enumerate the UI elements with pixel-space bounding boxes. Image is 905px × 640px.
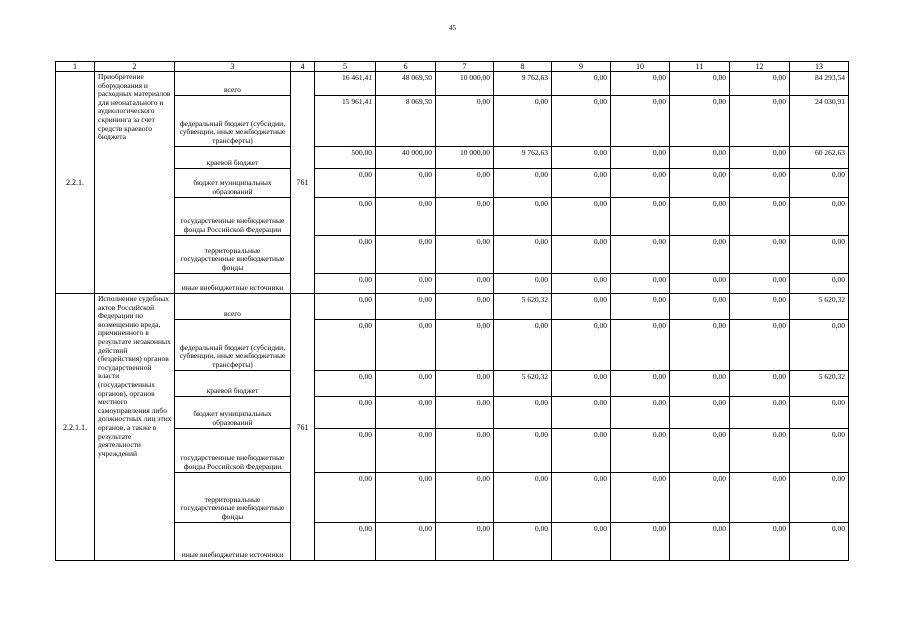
amount-cell: 0,00 <box>611 320 670 371</box>
funding-source: государственные внебюджетные фонды Российской Федерации <box>175 198 291 236</box>
funding-source: иные внебюджетные источники <box>175 523 291 561</box>
table-row <box>56 96 849 147</box>
amount-cell: 5 620,32 <box>494 371 552 397</box>
funding-source: федеральный бюджет (субсидии, субвенции, иные межбюджетные трансферты) <box>175 96 291 147</box>
table-row <box>56 147 849 169</box>
amount-cell: 0,00 <box>376 371 436 397</box>
amount-cell: 0,00 <box>790 320 849 371</box>
amount-cell: 0,00 <box>670 429 730 473</box>
amount-cell: 0,00 <box>315 236 376 274</box>
amount-cell: 24 030,91 <box>790 96 849 147</box>
amount-cell: 0,00 <box>376 236 436 274</box>
amount-cell: 0,00 <box>730 169 790 198</box>
table-row <box>56 371 849 397</box>
amount-cell: 0,00 <box>790 198 849 236</box>
amount-cell: 0,00 <box>376 198 436 236</box>
amount-cell: 0,00 <box>494 274 552 294</box>
amount-cell: 0,00 <box>436 371 494 397</box>
amount-cell: 0,00 <box>552 72 611 96</box>
amount-cell: 0,00 <box>376 397 436 429</box>
table-row <box>56 274 849 294</box>
header-cell: 2 <box>95 62 175 72</box>
amount-cell: 0,00 <box>670 294 730 320</box>
header-cell: 13 <box>790 62 849 72</box>
amount-cell: 0,00 <box>552 169 611 198</box>
table-row <box>56 198 849 236</box>
amount-cell: 0,00 <box>730 523 790 561</box>
amount-cell: 0,00 <box>436 473 494 523</box>
amount-cell: 40 000,00 <box>376 147 436 169</box>
amount-cell: 0,00 <box>790 429 849 473</box>
funding-source: территориальные государственные внебюджетные фонды <box>175 236 291 274</box>
amount-cell: 0,00 <box>552 96 611 147</box>
amount-cell: 0,00 <box>611 96 670 147</box>
table-row <box>56 397 849 429</box>
amount-cell: 0,00 <box>670 473 730 523</box>
table-row <box>56 236 849 274</box>
amount-cell: 0,00 <box>552 294 611 320</box>
amount-cell: 0,00 <box>730 147 790 169</box>
funding-source: бюджет муниципальных образований <box>175 397 291 429</box>
amount-cell: 0,00 <box>611 397 670 429</box>
amount-cell: 0,00 <box>552 236 611 274</box>
amount-cell: 0,00 <box>376 320 436 371</box>
amount-cell: 0,00 <box>611 169 670 198</box>
amount-cell: 0,00 <box>315 397 376 429</box>
table-row <box>56 523 849 561</box>
amount-cell: 0,00 <box>315 198 376 236</box>
amount-cell: 0,00 <box>315 169 376 198</box>
amount-cell: 0,00 <box>376 429 436 473</box>
amount-cell: 0,00 <box>670 169 730 198</box>
amount-cell: 0,00 <box>436 169 494 198</box>
amount-cell: 0,00 <box>315 523 376 561</box>
amount-cell: 0,00 <box>494 473 552 523</box>
amount-cell: 0,00 <box>494 236 552 274</box>
amount-cell: 16 461,41 <box>315 72 376 96</box>
amount-cell: 0,00 <box>670 320 730 371</box>
amount-cell: 0,00 <box>670 371 730 397</box>
funding-source: территориальные государственные внебюджетные фонды <box>175 473 291 523</box>
amount-cell: 0,00 <box>730 236 790 274</box>
amount-cell: 0,00 <box>552 198 611 236</box>
amount-cell: 0,00 <box>611 198 670 236</box>
amount-cell: 0,00 <box>436 429 494 473</box>
amount-cell: 0,00 <box>436 96 494 147</box>
amount-cell: 84 293,54 <box>790 72 849 96</box>
amount-cell: 0,00 <box>790 397 849 429</box>
funding-source: краевой бюджет <box>175 371 291 397</box>
amount-cell: 0,00 <box>552 473 611 523</box>
amount-cell: 0,00 <box>611 294 670 320</box>
amount-cell: 0,00 <box>552 429 611 473</box>
amount-cell: 0,00 <box>494 96 552 147</box>
header-cell: 3 <box>175 62 291 72</box>
table-row <box>56 320 849 371</box>
amount-cell: 0,00 <box>790 523 849 561</box>
amount-cell: 0,00 <box>611 274 670 294</box>
amount-cell: 0,00 <box>670 198 730 236</box>
amount-cell: 0,00 <box>315 371 376 397</box>
amount-cell: 0,00 <box>376 274 436 294</box>
column-4-code: 761 <box>291 72 315 294</box>
amount-cell: 0,00 <box>436 320 494 371</box>
amount-cell: 0,00 <box>315 320 376 371</box>
funding-source: краевой бюджет <box>175 147 291 169</box>
amount-cell: 0,00 <box>611 371 670 397</box>
amount-cell: 0,00 <box>730 96 790 147</box>
header-cell: 11 <box>670 62 730 72</box>
table-row <box>56 473 849 523</box>
amount-cell: 60 262,63 <box>790 147 849 169</box>
amount-cell: 0,00 <box>790 473 849 523</box>
amount-cell: 0,00 <box>790 236 849 274</box>
funding-source: всего <box>175 72 291 96</box>
amount-cell: 0,00 <box>494 169 552 198</box>
header-cell: 5 <box>315 62 376 72</box>
amount-cell: 0,00 <box>670 96 730 147</box>
amount-cell: 0,00 <box>670 397 730 429</box>
amount-cell: 5 620,32 <box>494 294 552 320</box>
amount-cell: 0,00 <box>730 320 790 371</box>
header-cell: 9 <box>552 62 611 72</box>
amount-cell: 9 762,63 <box>494 147 552 169</box>
amount-cell: 0,00 <box>730 274 790 294</box>
item-code: 2.2.1. <box>56 72 95 294</box>
amount-cell: 48 069,50 <box>376 72 436 96</box>
amount-cell: 0,00 <box>376 523 436 561</box>
amount-cell: 0,00 <box>376 169 436 198</box>
amount-cell: 0,00 <box>730 473 790 523</box>
amount-cell: 0,00 <box>436 397 494 429</box>
amount-cell: 0,00 <box>730 294 790 320</box>
amount-cell: 0,00 <box>670 274 730 294</box>
header-cell: 8 <box>494 62 552 72</box>
amount-cell: 0,00 <box>552 274 611 294</box>
amount-cell: 15 961,41 <box>315 96 376 147</box>
header-cell: 4 <box>291 62 315 72</box>
amount-cell: 0,00 <box>670 147 730 169</box>
amount-cell: 10 000,00 <box>436 147 494 169</box>
amount-cell: 8 069,50 <box>376 96 436 147</box>
amount-cell: 0,00 <box>670 236 730 274</box>
amount-cell: 0,00 <box>552 371 611 397</box>
amount-cell: 0,00 <box>730 371 790 397</box>
amount-cell: 0,00 <box>611 147 670 169</box>
header-cell: 6 <box>376 62 436 72</box>
funding-source: иные внебюджетные источники <box>175 274 291 294</box>
amount-cell: 0,00 <box>611 473 670 523</box>
funding-source: государственные внебюджетные фонды Российской Федерации <box>175 429 291 473</box>
amount-cell: 0,00 <box>436 236 494 274</box>
amount-cell: 0,00 <box>315 473 376 523</box>
amount-cell: 0,00 <box>494 397 552 429</box>
funding-source: федеральный бюджет (субсидии, субвенции, иные межбюджетные трансферты) <box>175 320 291 371</box>
amount-cell: 0,00 <box>315 274 376 294</box>
amount-cell: 0,00 <box>494 523 552 561</box>
funding-source: бюджет муниципальных образований <box>175 169 291 198</box>
amount-cell: 0,00 <box>611 236 670 274</box>
table-row <box>56 169 849 198</box>
table-row <box>56 72 849 96</box>
item-description: Приобретение оборудования и расходных материалов для неонатального и аудиологического скрининга за счет средств краевого бюджета <box>95 72 175 294</box>
amount-cell: 0,00 <box>494 429 552 473</box>
item-description: Исполнение судебных актов Российской Федерации по возмещению вреда, причиненного в результате незаконных действий (бездействия) органов государственной власти (государственных органов), органов местного самоуправления либо должностных лиц этих органов, а также в результате деятельности учреждений <box>95 294 175 561</box>
amount-cell: 0,00 <box>611 523 670 561</box>
amount-cell: 10 000,00 <box>436 72 494 96</box>
amount-cell: 0,00 <box>376 294 436 320</box>
amount-cell: 0,00 <box>790 169 849 198</box>
table-row <box>56 429 849 473</box>
item-code: 2.2.1.1. <box>56 294 95 561</box>
budget-table <box>55 61 849 561</box>
amount-cell: 0,00 <box>611 72 670 96</box>
amount-cell: 5 620,32 <box>790 371 849 397</box>
amount-cell: 0,00 <box>730 429 790 473</box>
page-number: 45 <box>449 24 456 32</box>
amount-cell: 0,00 <box>670 72 730 96</box>
amount-cell: 0,00 <box>552 523 611 561</box>
amount-cell: 0,00 <box>790 274 849 294</box>
amount-cell: 0,00 <box>315 429 376 473</box>
header-cell: 7 <box>436 62 494 72</box>
amount-cell: 0,00 <box>436 198 494 236</box>
amount-cell: 0,00 <box>730 198 790 236</box>
amount-cell: 0,00 <box>730 397 790 429</box>
amount-cell: 0,00 <box>436 274 494 294</box>
amount-cell: 0,00 <box>436 294 494 320</box>
amount-cell: 500,00 <box>315 147 376 169</box>
amount-cell: 0,00 <box>611 429 670 473</box>
table-row <box>56 294 849 320</box>
amount-cell: 0,00 <box>494 198 552 236</box>
amount-cell: 0,00 <box>552 397 611 429</box>
funding-source: всего <box>175 294 291 320</box>
amount-cell: 5 620,32 <box>790 294 849 320</box>
header-cell: 1 <box>56 62 95 72</box>
amount-cell: 0,00 <box>436 523 494 561</box>
amount-cell: 0,00 <box>552 147 611 169</box>
amount-cell: 0,00 <box>376 473 436 523</box>
amount-cell: 9 762,63 <box>494 72 552 96</box>
amount-cell: 0,00 <box>670 523 730 561</box>
header-row <box>56 62 849 72</box>
amount-cell: 0,00 <box>730 72 790 96</box>
column-4-code: 761 <box>291 294 315 561</box>
amount-cell: 0,00 <box>494 320 552 371</box>
amount-cell: 0,00 <box>315 294 376 320</box>
amount-cell: 0,00 <box>552 320 611 371</box>
header-cell: 12 <box>730 62 790 72</box>
header-cell: 10 <box>611 62 670 72</box>
